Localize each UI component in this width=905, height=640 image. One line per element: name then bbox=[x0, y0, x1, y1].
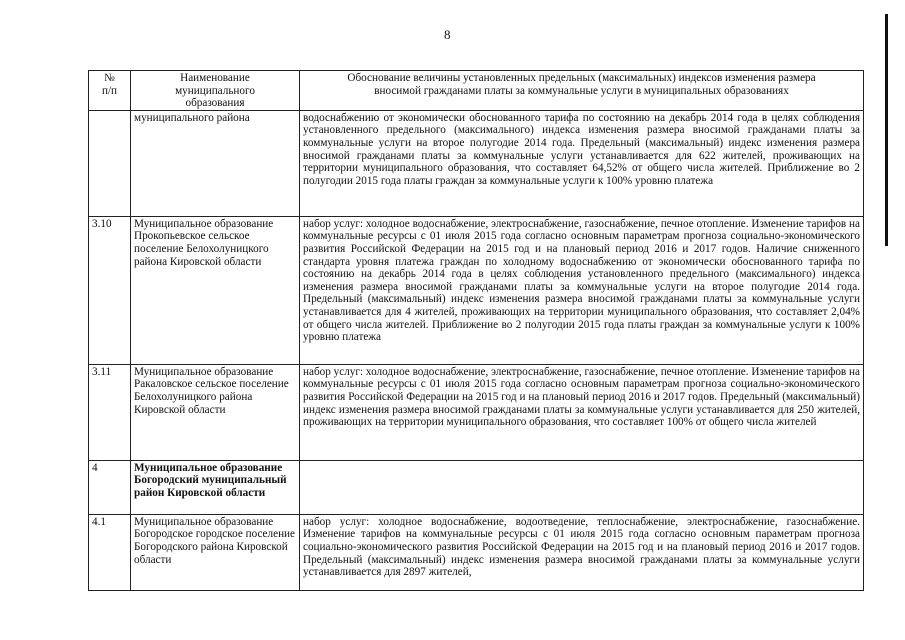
row-num bbox=[89, 110, 131, 216]
row-justification: водоснабжению от экономически обоснованного тарифа по состоянию на декабрь 2014 года в целях соблюдения установленного предельного (максимального) индекса изменения размера вносимой гражданами платы за коммунальные услуги на второе полугодие 2014 года. Предельный (максимальный) индекс изменения размера вносимой гражданами платы за коммунальные услуги устанавливается для 622 жителей, проживающих на территории муниципального образования, что составляет 64,52% от общего числа жителей. Приближение во 2 полугодии 2015 года платы граждан за коммунальные услуги к 100% уровню платежа bbox=[300, 110, 864, 216]
tariff-index-table bbox=[88, 70, 864, 591]
row-num: 3.11 bbox=[89, 364, 131, 460]
header-justification: Обоснование величины установленных предельных (максимальных) индексов изменения размера вносимой гражданами платы за коммунальные услуги в муниципальных образованиях bbox=[300, 71, 864, 111]
header-municipality-name: Наименование муниципального образования bbox=[131, 71, 300, 111]
table-row bbox=[89, 110, 864, 216]
row-justification: набор услуг: холодное водоснабжение, электроснабжение, газоснабжение, печное отопление. Изменение тарифов на коммунальные ресурсы с 01 июля 2015 года согласно основным параметрам прогноза социально-экономического развития Российской Федерации на 2015 год и на плановый период 2016 и 2017 годов. Предельный (максимальный) индекс изменения размера вносимой гражданами платы за коммунальные услуги устанавливается для 250 жителей, проживающих на территории муниципального образования, что составляет 100% от общего числа жителей bbox=[300, 364, 864, 460]
table-row bbox=[89, 216, 864, 364]
row-num: 3.10 bbox=[89, 216, 131, 364]
row-justification: набор услуг: холодное водоснабжение, электроснабжение, газоснабжение, печное отопление. Изменение тарифов на коммунальные ресурсы с 01 июля 2015 года согласно основным параметрам прогноза социально-экономического развития Российской Федерации на 2015 год и на плановый период 2016 и 2017 годов. Наличие сниженного стандарта уровня платежа граждан по холодному водоснабжению от экономически обоснованного тарифа по состоянию на декабрь 2014 года в целях соблюдения установленного предельного (максимального) индекса изменения размера вносимой гражданами платы за коммунальные услуги на второе полугодие 2014 года. Предельный (максимальный) индекс изменения размера вносимой гражданами платы за коммунальные услуги устанавливается для 4 жителей, проживающих на территории муниципального образования, что составляет 2,04% от общего числа жителей. Приближение во 2 полугодии 2015 года платы граждан за коммунальные услуги к 100% уровню платежа bbox=[300, 216, 864, 364]
table-row bbox=[89, 514, 864, 590]
table-header-row bbox=[89, 71, 864, 111]
page-number: 8 bbox=[444, 27, 451, 42]
row-justification bbox=[300, 460, 864, 514]
row-municipality-name: Муниципальное образование Ракаловское сельское поселение Белохолуницкого района Кировской области bbox=[131, 364, 300, 460]
row-municipality-name: муниципального района bbox=[131, 110, 300, 216]
row-municipality-name: Муниципальное образование Богородское городское поселение Богородского района Кировской области bbox=[131, 514, 300, 590]
row-municipality-name: Муниципальное образование Богородский муниципальный район Кировской области bbox=[131, 460, 300, 514]
header-num: № п/п bbox=[89, 71, 131, 111]
margin-vertical-line bbox=[885, 14, 888, 246]
row-municipality-name: Муниципальное образование Прокопьевское сельское поселение Белохолуницкого района Кировской области bbox=[131, 216, 300, 364]
table-row-section bbox=[89, 460, 864, 514]
row-num: 4 bbox=[89, 460, 131, 514]
table-row bbox=[89, 364, 864, 460]
row-num: 4.1 bbox=[89, 514, 131, 590]
row-justification: набор услуг: холодное водоснабжение, водоотведение, теплоснабжение, электроснабжение, газоснабжение. Изменение тарифов на коммунальные ресурсы с 01 июля 2015 года согласно основным параметрам прогноза социально-экономического развития Российской Федерации на 2015 год и на плановый период 2016 и 2017 годов. Предельный (максимальный) индекс изменения размера вносимой гражданами платы за коммунальные услуги устанавливается для 2897 жителей, bbox=[300, 514, 864, 590]
